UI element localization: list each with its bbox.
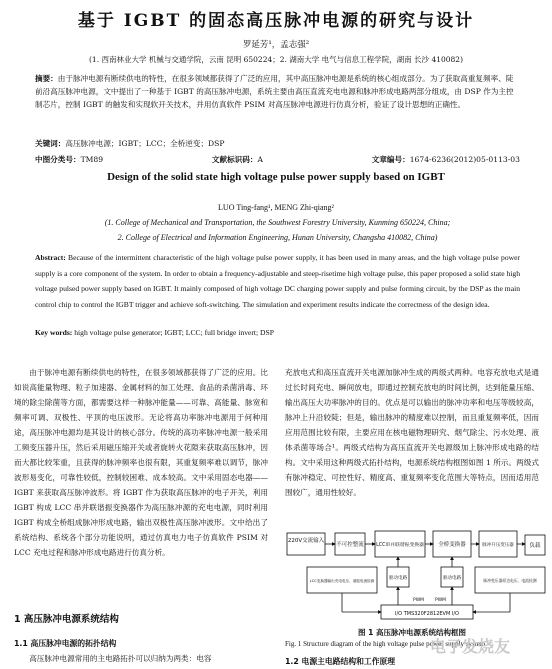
watermark-text: 电子发烧友 (430, 637, 511, 656)
box-pulse-transformer-label: 脉冲升压变压器 (482, 543, 514, 548)
section-1-title: 1 高压脉冲电源系统结构 (14, 614, 119, 625)
keywords-en (35, 328, 520, 337)
abstract-en (35, 250, 520, 312)
abstract-cn-label: 摘要： (35, 74, 58, 83)
body-column-left (14, 365, 268, 625)
box-rect-label: 不可控整流 (336, 542, 364, 548)
affiliation-en (35, 215, 520, 245)
figure-1-block-diagram (285, 527, 547, 627)
keywords-cn-label: 关键词： (35, 139, 66, 148)
paper-title-cn: 基于 IGBT 的固态高压脉冲电源的研究与设计 (77, 11, 475, 31)
body-left-paragraph: 由于脉冲电源有断续供电的特性，在很多领域都获得了广泛的应用。比如说高能量物理、粒子加速器、金属材料的加工处理、食品的杀菌消毒、环境的除尘除菌等方面，都需要这样一种脉冲能量——可靠、高能量、脉宽和频率可调、双极性、平顶的电压波形。无论将高功率脉冲电源用于何种用途，高压脉冲电源均是其设计的核心部分。传统的高功率脉冲电源一般采用工频变压器升压，然后采用磁压缩开关或者旋转火花隙来获取高压脉冲，因而大都比较笨重，且获得的脉冲频率也很有限，其重复频率难以调节，脉冲波形易变化，可靠性较低，控制较困难、成本较高。文中采用固态电器——IGBT 来获取高压脉冲波形。将 IGBT 作为获取高压脉冲的电子开关，利用 IGBT 构成 LCC 串并联谐振变换器作为高压脉冲源的充电电源，同时利用 IGBT 构成全桥组成脉冲形成电路，输出双极性高压脉冲波形。文中给出了系统结构、系统各个部分功能说明，通过仿真电力电子仿真软件 PSIM 对 LCC 充电过程和脉冲形成电路进行仿真分析。 (14, 368, 268, 557)
box-lcc-label: LCC串并联谐振变换器 (376, 543, 424, 548)
article-no-value: 1674-6236(2012)05-0113-03 (409, 155, 520, 164)
subsection-1-1-title: 1.1 高压脉冲电源的拓扑结构 (14, 639, 117, 648)
keywords-en-label: Key words: (35, 328, 73, 337)
keywords-en-text: high voltage pulse generator; IGBT; LCC; full bridge invert; DSP (74, 328, 274, 337)
keywords-cn-text: 高压脉冲电源；IGBT；LCC；全桥逆变；DSP (65, 139, 225, 148)
affiliation-en-line1: (1. College of Mechanical and Transportation, the Southwest Forestry University, Kunming 650224, China; (104, 218, 451, 227)
body-right-paragraph: 充放电式和高压直流开关电源加脉冲生成的两级式两种。电容充放电式是通过长时间充电、瞬间放电，即通过控制充放电的时间比例，达到能量压缩、输出高压大功率脉冲的目的。优点是可以输出的脉冲功率和电压等级较高，脉冲上升沿较陡；但是，输出脉冲的精度难以控制，而且重复频率低，因而应用范围比较有限，主要应用在核电磁物理研究、烟气除尘、污水处理、液体杀菌等场合¹。两级式结构为高压直流开关电源级加上脉冲形成电路的结构。文中采用这种两级式拓扑结构，电源系统结构框图如图 1 所示。两级式有脉冲稳定、可控性好、精度高、重复频率变化范围大等特点，因而适用范围较广，通用性较好。 (285, 368, 539, 497)
box-feedback-lcc-label: LCC变换器输出充电电压、谐振电流检测 (309, 579, 375, 583)
document-code (212, 154, 263, 165)
abstract-en-text: Because of the intermittent characteristic of the high voltage pulse power supply, it has been used in many areas, and the high voltage pulse power supply is a core component of the system. In order to obtain a frequency-adjustable and steep-risetime high voltage pulse, this paper proposed a solid state high voltage pulsed power supply based on IGBT. It mainly composed of high voltage DC charging power supply and pulse forming circuit, by the DSP as the main control chip to control the IGBT trigger and achieve soft-switching. The simulation and experiment results indicate the correctness of the design idea. (35, 253, 520, 309)
box-drive1-label: 驱动电路 (388, 576, 408, 581)
subsection-1-1-text: 高压脉冲电源常用的主电路拓扑可以归纳为两类：电容 (29, 654, 212, 663)
box-dsp-label: I/O TMS320F2812EVM I/O (395, 611, 459, 617)
abstract-en-label: Abstract: (35, 253, 66, 262)
authors-en: LUO Ting-fang¹, MENG Zhi-qiang² (218, 203, 334, 212)
box-load-label: 负载 (529, 543, 541, 549)
doc-code-value: A (257, 155, 263, 164)
abstract-cn (35, 72, 520, 111)
keywords-cn (35, 138, 520, 149)
authors-cn: 罗延芳¹，孟志强² (242, 40, 310, 50)
article-number (372, 154, 520, 165)
clc-value: TM89 (80, 155, 104, 164)
box-fullbridge-label: 全桥变换器 (438, 542, 466, 548)
figure-1-caption-en: Fig. 1 Structure diagram of the high voltage pulse power supply system (285, 640, 486, 648)
box-feedback-pulse-label: 脉冲变压器原边电压、电流检测 (483, 578, 537, 583)
box-ac-input (287, 533, 325, 555)
pwm-label-2: PWM (435, 598, 447, 603)
box-drive2-label: 驱动电路 (442, 576, 462, 581)
subsection-1-2-title: 1.2 电源主电路结构和工作原理 (285, 657, 396, 666)
doc-code-label: 文献标识码： (211, 155, 258, 164)
classification-row (35, 154, 520, 165)
affiliation-cn: (1. 西南林业大学 机械与交通学院，云南 昆明 650224；2. 湖南大学 电气与信息工程学院，湖南 长沙 410082) (89, 55, 463, 64)
clc-number (35, 154, 103, 165)
abstract-cn-text: 由于脉冲电源有断续供电的特性，在很多领域都获得了广泛的应用，其中高压脉冲电源是系统的核心组成部分。为了获取高重复频率、陡前沿高压脉冲电源，文中提出了一种基于 IGBT 的高压脉冲电源，系统主要由高压直流充电电源和脉冲形成电路两部分组成，由 DSP 作为主控制芯片，控制 IGBT 的触发和实现软开关技术，并用仿真软件 PSIM 对高压脉冲电源进行仿真分析，验证了设计思想的正确性。 (35, 74, 514, 109)
affiliation-en-line2: 2. College of Electrical and Information Engineering, Hunan University, Changsha 410082, China) (117, 233, 438, 242)
clc-label: 中图分类号： (35, 155, 81, 164)
figure-1-caption-cn: 图 1 高压脉冲电源系统结构框图 (358, 628, 466, 637)
pwm-label-1: PWM (413, 598, 425, 603)
article-no-label: 文章编号： (371, 155, 410, 164)
body-column-right (285, 365, 539, 500)
paper-title-en: Design of the solid state high voltage pulse power supply based on IGBT (107, 171, 445, 183)
box-ac-label: 220V交流输入 (287, 538, 325, 544)
